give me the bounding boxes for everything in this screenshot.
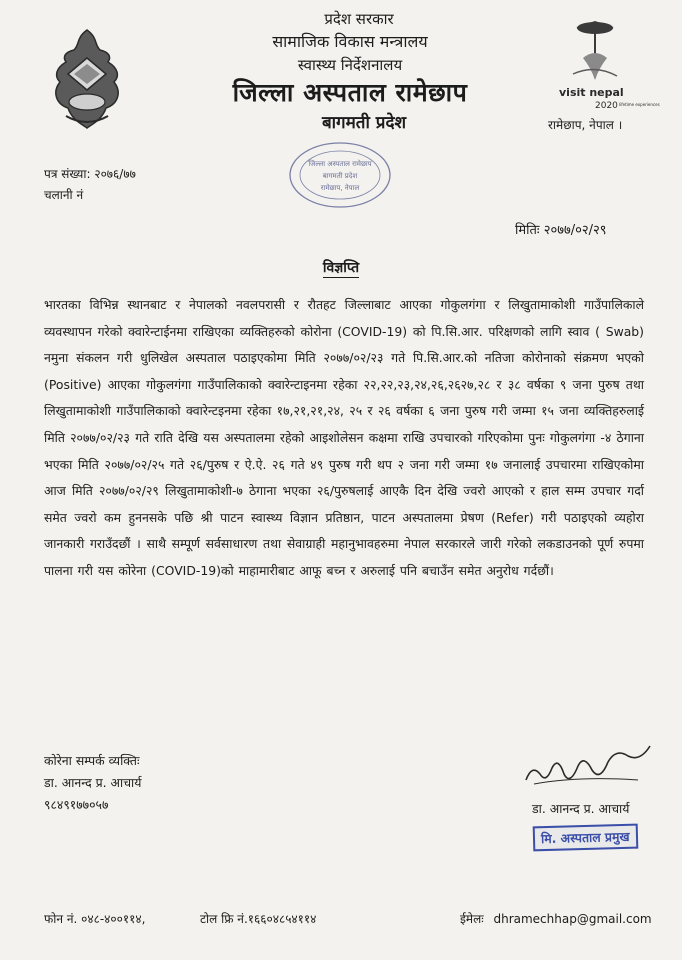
signatory-stamp: मि. अस्पताल प्रमुख	[533, 824, 638, 852]
stamp-line-2: बागमती प्रदेश	[322, 172, 358, 180]
header-line-province: बागमती प्रदेश	[321, 113, 407, 133]
dispatch-number	[44, 186, 83, 203]
header-line-ministry: सामाजिक विकास मन्त्रालय	[272, 32, 428, 51]
visit-logo-text: visit nepal	[559, 86, 624, 99]
signatory-name: डा. आनन्द प्र. आचार्य	[532, 801, 630, 816]
office-stamp	[285, 140, 395, 210]
stamp-line-3: रामेछाप, नेपाल	[320, 184, 360, 192]
handwritten-signature	[518, 734, 658, 794]
nepal-emblem-logo	[46, 28, 128, 132]
contact-phone: ९८४९१७७०५७	[44, 797, 109, 812]
visit-nepal-2020-logo	[555, 18, 660, 114]
header-line-directorate: स्वास्थ्य निर्देशनालय	[297, 56, 403, 74]
email-label: ईमेलः	[460, 912, 484, 926]
date-label: मितिः	[515, 223, 540, 238]
footer-phone: फोन नं. ०४८-४००११४,	[44, 912, 146, 926]
email-value: dhramechhap@gmail.com	[493, 912, 652, 926]
visit-logo-tagline: lifetime experiences	[619, 102, 660, 107]
date-value: २०७७/०२/२९	[543, 223, 607, 238]
notice-title	[0, 258, 682, 277]
letterhead	[180, 8, 520, 136]
header-line-government: प्रदेश सरकार	[324, 10, 394, 28]
reference-label: पत्र संख्या:	[44, 167, 91, 181]
contact-heading: कोरेना सम्पर्क व्यक्तिः	[44, 753, 140, 768]
stamp-line-1: जिल्ला अस्पताल रामेछाप	[308, 160, 372, 168]
footer-email	[460, 910, 652, 927]
visit-logo-year: 2020	[595, 101, 618, 111]
dispatch-label: चलानी नं	[44, 188, 84, 202]
reference-value: २०७६/७७	[94, 167, 136, 181]
contact-block	[44, 750, 141, 816]
contact-name: डा. आनन्द प्र. आचार्य	[44, 775, 142, 790]
notice-title-text: विज्ञप्ति	[322, 260, 360, 276]
reference-number	[44, 165, 136, 182]
letter-date	[515, 220, 607, 238]
header-line-hospital: जिल्ला अस्पताल रामेछाप	[232, 78, 468, 107]
notice-body: भारतका विभिन्न स्थानबाट र नेपालको नवलपरासी र रौतहट जिल्लाबाट आएका गोकुलगंगा र लिखुतामाकोशी गाउँपालिकाले व्यवस्थापन गरेको क्वारेन्टाईनमा राखिएका व्यक्तिहरुको कोरोना (COVID-19) को पि.सि.आर. परिक्षणको लागि स्वाव ( Swab) नमुना संकलन गरी धुलिखेल अस्पताल पठाइएकोमा मिति २०७७/०२/२३ गते पि.सि.आर.को नतिजा कोरोनाको संक्रमण भएको (Positive) आएका गोकुलगंगा गाउँपालिकाको क्वारेन्टाइनमा रहेका २२,२२,२३,२४,२६,२६२७,२८ र ३८ वर्षका ९ जना पुरुष तथा लिखुतामाकोशी गाउँपालिकाको क्वारेन्टइनमा रहेका १७,२१,२१,२४, २५ र २६ वर्षका ६ जना पुरुष गरी जम्मा १५ जना व्यक्तिहरुलाई मिति २०७७/०२/२३ गते राति देखि यस अस्पतालमा रहेको आइशोलेसन कक्षमा राखि उपचारको गरिएकोमा पुनः गोकुलगंगा -४ ठेगाना भएका मिति २०७७/०२/२५ गते २६/पुरुष र ऐ.ऐ. २६ गते ४९ पुरुष गरी थप २ जना गरी जम्मा १७ जनालाई उपचारमा राखिएकोमा आज मिति २०७७/०२/२९ लिखुतामाकोशी-७ ठेगाना भएका २६/पुरुषलाई आएकै दिन देखि ज्वरो आएको र हाल सम्म उपचार गर्दा समेत ज्वरो कम हुननसके पछि श्री पाटन स्वास्थ्य विज्ञान प्रतिष्ठान, पाटन अस्पतालमा प्रेषण (Refer) गरी पठाइएको व्यहोरा जानकारी गराउँदछौं । साथै सम्पूर्ण सर्वसाधारण तथा सेवाग्राही महानुभावहरुमा नेपाल सरकारले जारी गरेको लकडाउनको पूर्ण रुपमा पालना गरी यस कोरेना (COVID-19)को माहामारीबाट आफू बच्न र अरुलाई पनि बचाउँन समेत अनुरोध गर्दछौं।	[44, 297, 644, 578]
footer-tollfree: टोल फ्रि नं.१६६०४८५४११४	[200, 912, 317, 926]
location-text: रामेछाप, नेपाल ।	[548, 118, 623, 132]
